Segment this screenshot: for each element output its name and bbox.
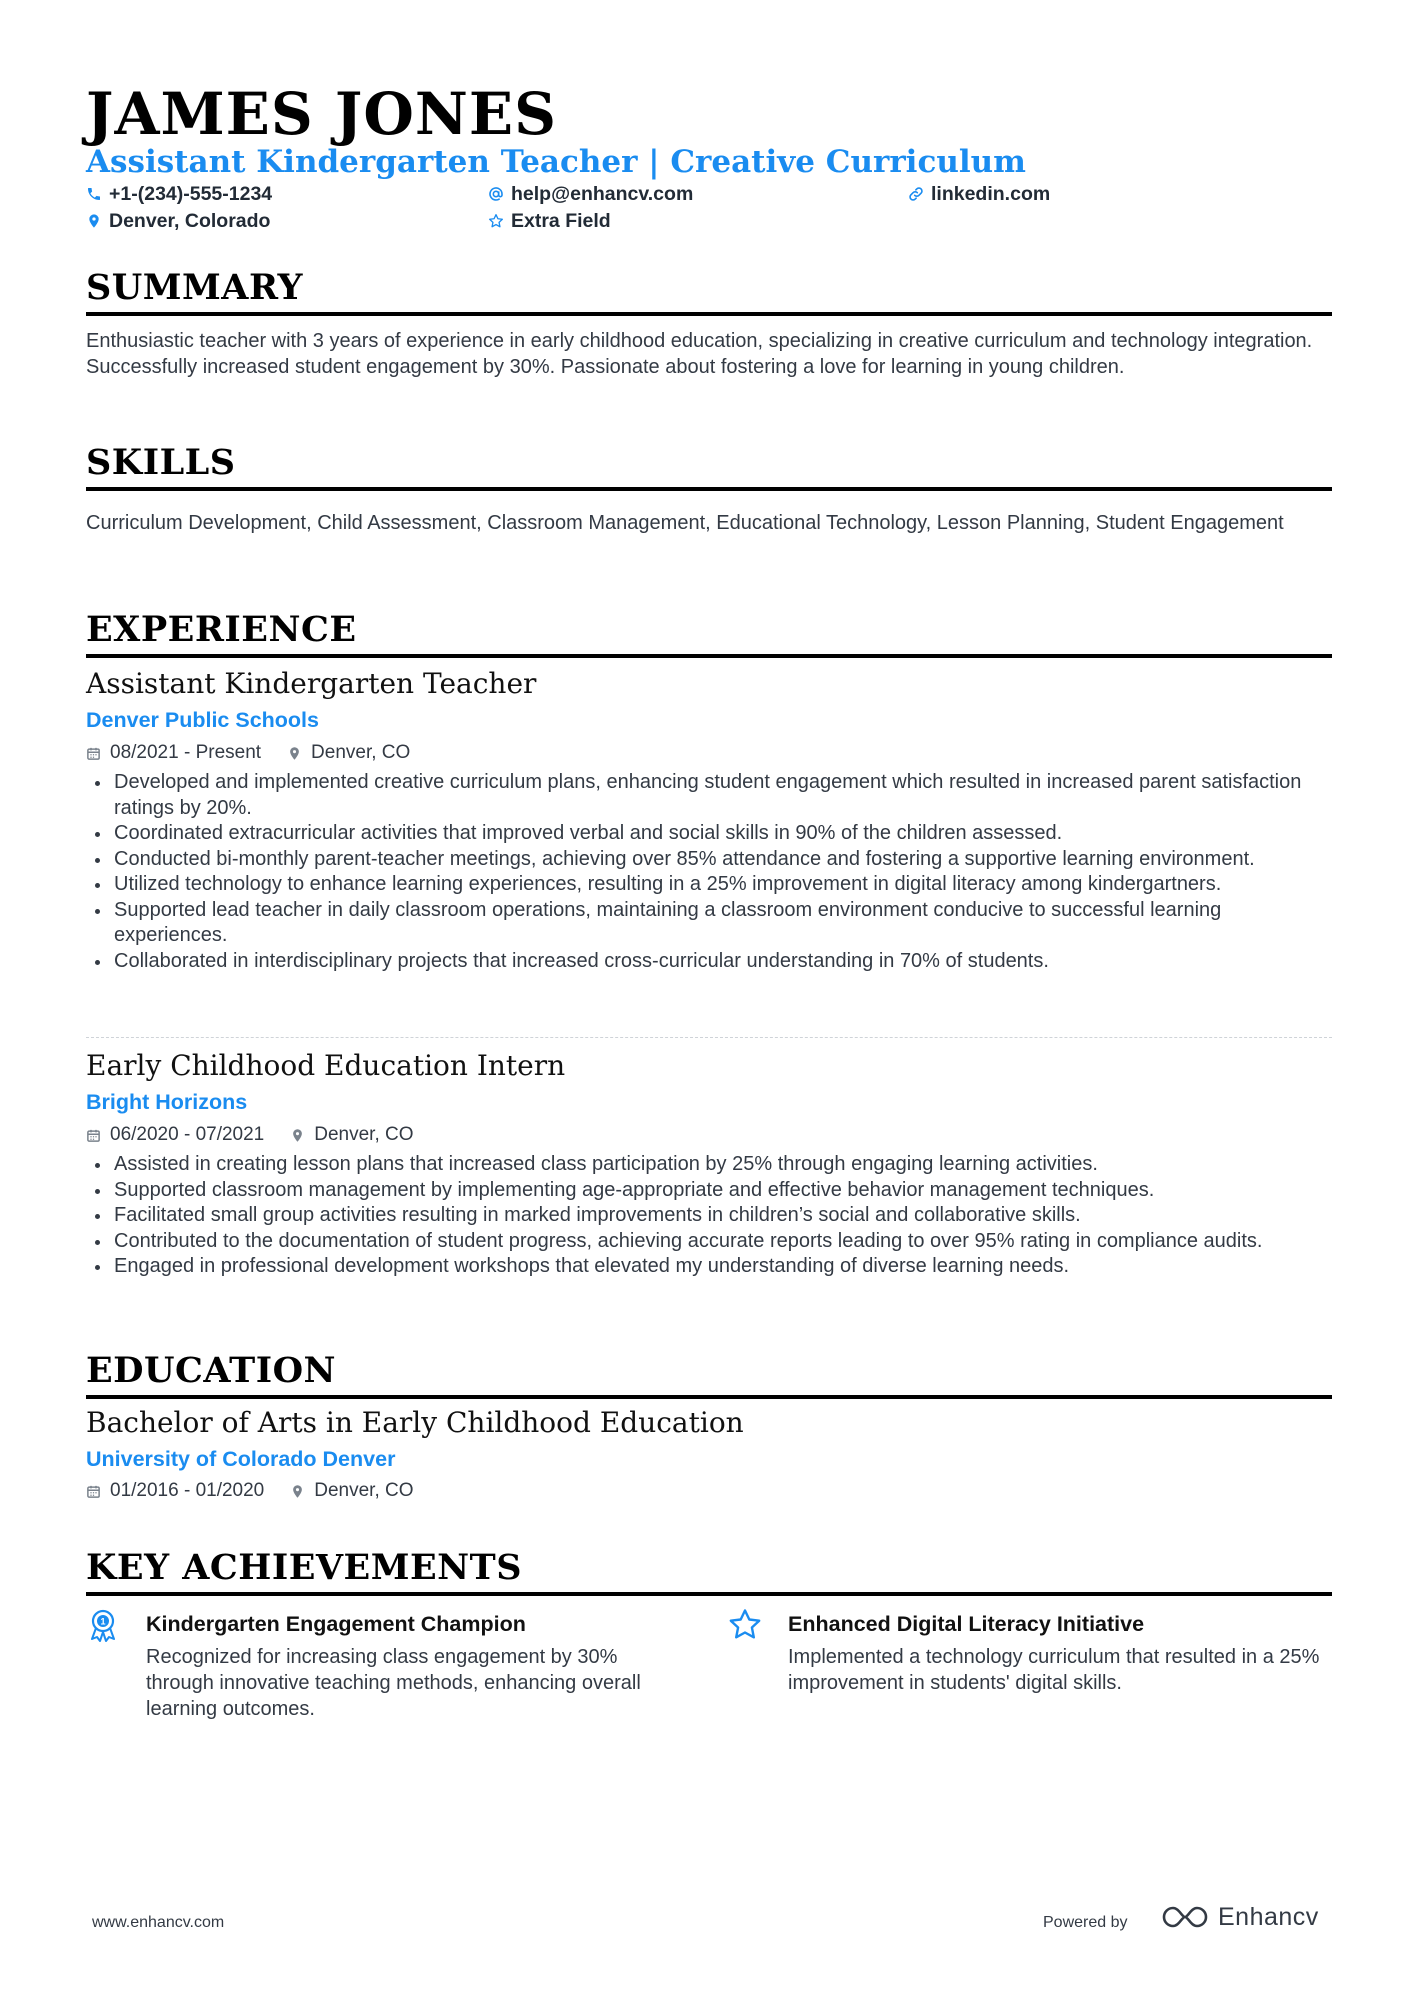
list-item: Facilitated small group activities resulting in marked improvements in children’s social and collaborative skills. <box>86 1203 1332 1229</box>
star-icon <box>488 213 504 229</box>
list-item: Supported classroom management by implementing age-appropriate and effective behavior management techniques. <box>86 1178 1332 1204</box>
map-pin-icon <box>86 213 102 229</box>
email-text: help@enhancv.com <box>511 183 694 205</box>
list-item: Developed and implemented creative curriculum plans, enhancing student engagement which resulted in increased parent satisfaction ratings by 20%. <box>86 770 1332 821</box>
svg-text:1: 1 <box>100 1616 106 1627</box>
contact-phone[interactable] <box>86 182 272 206</box>
skills-heading: SKILLS <box>86 443 1332 491</box>
list-item: Conducted bi-monthly parent-teacher meetings, achieving over 85% attendance and fostering a supportive learning environment. <box>86 847 1332 873</box>
enhancv-logo-icon <box>1160 1902 1210 1932</box>
calendar-icon <box>86 746 101 761</box>
education-location: Denver, CO <box>314 1480 414 1501</box>
job-title: Early Childhood Education Intern <box>86 1049 566 1082</box>
school-name: University of Colorado Denver <box>86 1447 396 1471</box>
job-location: Denver, CO <box>314 1124 414 1145</box>
calendar-icon <box>86 1484 101 1499</box>
job-bullets <box>86 770 1332 974</box>
achievement-description: Recognized for increasing class engagement by 30% through innovative teaching methods, enhancing overall learning outcomes. <box>146 1646 641 1720</box>
list-item: Assisted in creating lesson plans that increased class participation by 25% through engaging learning activities. <box>86 1152 1332 1178</box>
map-pin-icon <box>290 1128 305 1143</box>
job-dates: 06/2020 - 07/2021 <box>110 1124 265 1145</box>
education-meta <box>86 1479 414 1503</box>
star-icon <box>728 1608 762 1642</box>
job-meta <box>86 1123 414 1147</box>
contact-location <box>86 209 270 233</box>
contact-email[interactable] <box>488 182 693 206</box>
list-item: Contributed to the documentation of student progress, achieving accurate reports leading to over 95% rating in compliance audits. <box>86 1229 1332 1255</box>
job-title: Assistant Kindergarten Teacher <box>86 667 537 700</box>
map-pin-icon <box>290 1484 305 1499</box>
experience-heading: EXPERIENCE <box>86 610 1332 658</box>
extra-field-text: Extra Field <box>511 210 611 232</box>
achievement-title: Enhanced Digital Literacy Initiative <box>788 1612 1145 1636</box>
achievement-description: Implemented a technology curriculum that resulted in a 25% improvement in students' digital skills. <box>788 1646 1320 1694</box>
phone-icon <box>86 186 102 202</box>
map-pin-icon <box>287 746 302 761</box>
education-dates: 01/2016 - 01/2020 <box>110 1480 265 1501</box>
list-item: Utilized technology to enhance learning experiences, resulting in a 25% improvement in digital literacy among kindergartners. <box>86 872 1332 898</box>
summary-heading: SUMMARY <box>86 268 1332 316</box>
job-divider <box>86 1037 1332 1038</box>
candidate-headline: Assistant Kindergarten Teacher | Creative Curriculum <box>86 144 1026 180</box>
skills-text: Curriculum Development, Child Assessment, Classroom Management, Educational Technology, Lesson Planning, Student Engagement <box>86 512 1284 534</box>
company-name: Bright Horizons <box>86 1090 248 1114</box>
job-meta <box>86 741 410 765</box>
job-dates: 08/2021 - Present <box>110 742 262 763</box>
company-name: Denver Public Schools <box>86 708 319 732</box>
degree-title: Bachelor of Arts in Early Childhood Education <box>86 1406 744 1439</box>
list-item: Engaged in professional development workshops that elevated my understanding of diverse learning needs. <box>86 1254 1332 1280</box>
education-heading: EDUCATION <box>86 1351 1332 1399</box>
at-sign-icon <box>488 186 504 202</box>
achievement-title: Kindergarten Engagement Champion <box>146 1612 526 1636</box>
linkedin-text: linkedin.com <box>931 183 1051 205</box>
job-location: Denver, CO <box>311 742 411 763</box>
list-item: Supported lead teacher in daily classroom operations, maintaining a classroom environment conducive to successful learning experiences. <box>86 898 1332 949</box>
calendar-icon <box>86 1128 101 1143</box>
job-bullets <box>86 1152 1332 1280</box>
footer-powered-by: Powered by <box>1043 1914 1128 1931</box>
list-item: Collaborated in interdisciplinary projects that increased cross-curricular understanding in 70% of students. <box>86 949 1332 975</box>
candidate-name: JAMES JONES <box>86 80 558 148</box>
contact-linkedin[interactable] <box>908 182 1050 206</box>
summary-text: Enthusiastic teacher with 3 years of experience in early childhood education, specializing in creative curriculum and technology integration. Successfully increased student engagement by 30%. Passionate about fostering a love for learning in young children. <box>86 330 1313 378</box>
list-item: Coordinated extracurricular activities that improved verbal and social skills in 90% of the children assessed. <box>86 821 1332 847</box>
link-icon <box>908 186 924 202</box>
phone-text: +1-(234)-555-1234 <box>109 183 273 205</box>
location-text: Denver, Colorado <box>109 210 271 232</box>
award-ribbon-icon <box>86 1608 120 1642</box>
footer-website-link[interactable]: www.enhancv.com <box>92 1914 225 1931</box>
enhancv-brand-text: Enhancv <box>1218 1902 1319 1931</box>
contact-extra <box>488 209 611 233</box>
enhancv-logo[interactable] <box>1160 1902 1319 1932</box>
achievements-heading: KEY ACHIEVEMENTS <box>86 1548 1332 1596</box>
